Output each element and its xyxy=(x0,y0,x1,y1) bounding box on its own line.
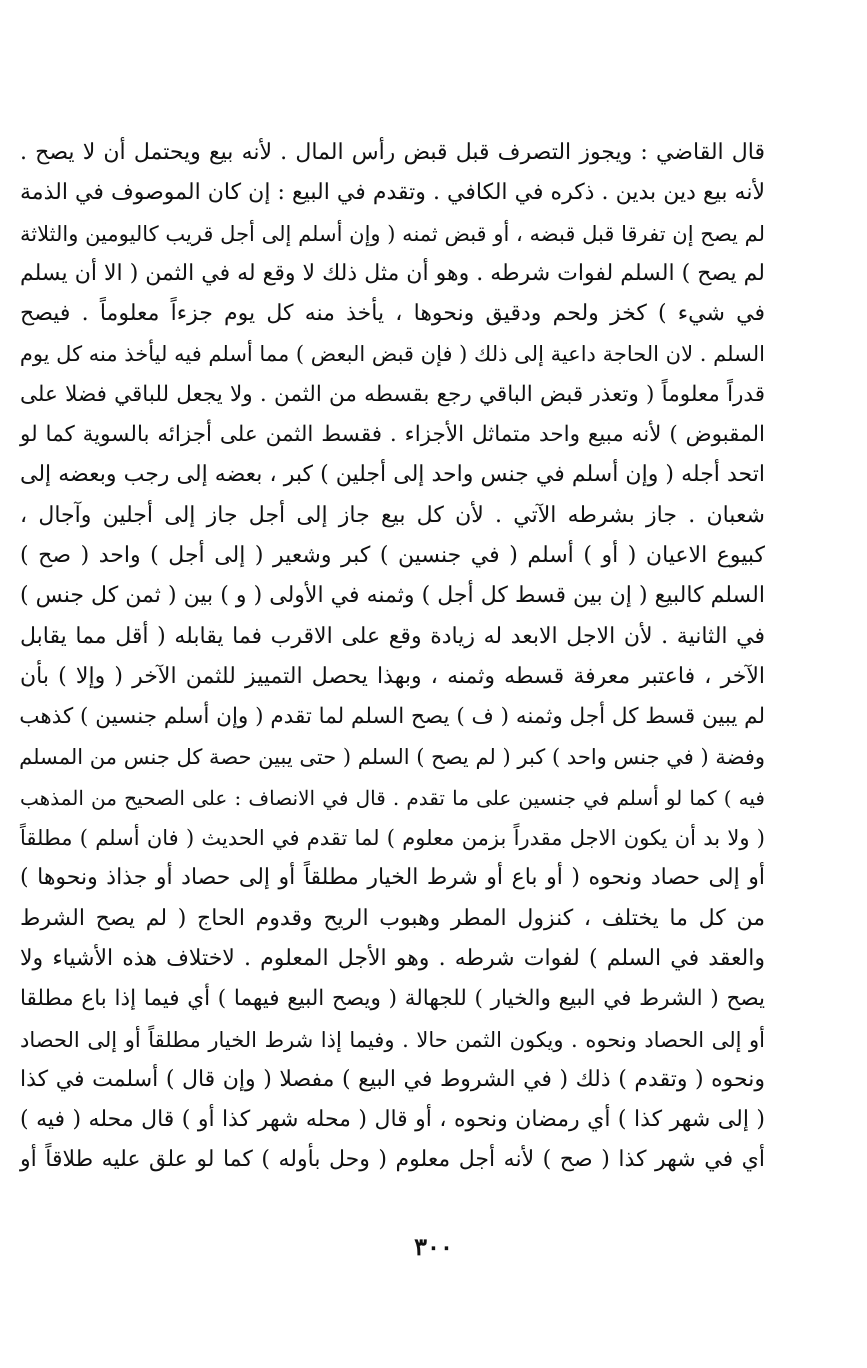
text-line: ( ولا بد أن يكون الاجل مقدراً بزمن معلوم ) لما تقدم في الحديث ( فان أسلم ) مطلقاً xyxy=(20,826,765,851)
text-line: شعبان . جاز بشرطه الآتي . لأن كل بيع جاز إلى أجل جاز إلى أجلين وآجال ، xyxy=(20,502,765,528)
text-line: السلم . لان الحاجة داعية إلى ذلك ( فإن قبض البعض ) مما أسلم فيه ليأخذ منه كل يوم xyxy=(19,342,765,367)
text-line: في الثانية . لأن الاجل الابعد له زيادة وقع على الاقرب فما يقابله ( أقل مما يقابل xyxy=(20,623,765,649)
text-line: قال القاضي : ويجوز التصرف قبل قبض رأس المال . لأنه بيع ويحتمل أن لا يصح . xyxy=(20,140,765,165)
text-line: كبيوع الاعيان ( أو ) أسلم ( في جنسين ) كبر وشعير ( إلى أجل ) واحد ( صح ) xyxy=(20,542,765,568)
text-line: والعقد في السلم ) لفوات شرطه . وهو الأجل المعلوم . لاختلاف هذه الأشياء ولا xyxy=(20,945,765,971)
text-line: لم يصح إن تفرقا قبل قبضه ، أو قبض ثمنه ( وإن أسلم إلى أجل قريب كاليومين والثلاثة xyxy=(20,221,765,246)
text-line: من كل ما يختلف ، كنزول المطر وهبوب الريح وقدوم الحاج ( لم يصح الشرط xyxy=(20,905,765,931)
text-line: لم يبين قسط كل أجل وثمنه ( ف ) يصح السلم لما تقدم ( وإن أسلم جنسين ) كذهب xyxy=(19,704,765,730)
text-line: أو إلى حصاد ونحوه ( أو باع أو شرط الخيار مطلقاً أو إلى حصاد أو جذاذ ونحوها ) xyxy=(20,865,765,891)
text-line: وفضة ( في جنس واحد ) كبر ( لم يصح ) السلم ( حتى يبين حصة كل جنس من المسلم xyxy=(19,745,765,770)
text-line: اتحد أجله ( وإن أسلم في جنس واحد إلى أجلين ) كبر ، بعضه إلى رجب وبعضه إلى xyxy=(20,462,765,488)
text-line: أي في شهر كذا ( صح ) لأنه أجل معلوم ( وحل بأوله ) كما لو علق عليه طلاقاً أو xyxy=(20,1147,765,1173)
text-line: المقبوض ) لأنه مبيع واحد متماثل الأجزاء . فقسط الثمن على أجزائه بالسوية كما لو xyxy=(20,422,765,448)
text-line: الآخر ، فاعتبر معرفة قسطه وثمنه ، وبهذا يحصل التمييز للثمن الآخر ( وإلا ) بأن xyxy=(20,663,765,689)
text-line: لم يصح ) السلم لفوات شرطه . وهو أن مثل ذلك لا وقع له في الثمن ( الا أن يسلم xyxy=(20,260,765,286)
page-number: ٣٠٠ xyxy=(414,1232,453,1261)
text-line: لأنه بيع دين بدين . ذكره في الكافي . وتقدم في البيع : إن كان الموصوف في الذمة xyxy=(20,180,765,206)
body-text xyxy=(20,133,765,1181)
text-line: ونحوه ( وتقدم ) ذلك ( في الشروط في البيع ) مفصلا ( وإن قال ) أسلمت في كذا xyxy=(20,1066,765,1092)
text-line: في شيء ) كخز ولحم ودقيق ونحوها ، يأخذ منه كل يوم جزءاً معلوماً . فيصح xyxy=(20,301,765,327)
text-line: قدراً معلوماً ( وتعذر قبض الباقي رجع بقسطه من الثمن . ولا يجعل للباقي فضلا على xyxy=(20,381,765,407)
text-line: أو إلى الحصاد ونحوه . ويكون الثمن حالا . وفيما إذا شرط الخيار مطلقاً أو إلى الحصاد xyxy=(20,1027,765,1052)
text-line: يصح ( الشرط في البيع والخيار ) للجهالة ( ويصح البيع فيهما ) أي فيما إذا باع مطلقا xyxy=(20,986,765,1012)
text-line: السلم كالبيع ( إن بين قسط كل أجل ) وثمنه في الأولى ( و ) بين ( ثمن كل جنس ) xyxy=(20,583,765,609)
text-line: ( إلى شهر كذا ) أي رمضان ونحوه ، أو قال ( محله شهر كذا أو ) قال محله ( فيه ) xyxy=(20,1107,765,1133)
text-line: فيه ) كما لو أسلم في جنسين على ما تقدم . قال في الانصاف : على الصحيح من المذهب xyxy=(20,785,765,810)
